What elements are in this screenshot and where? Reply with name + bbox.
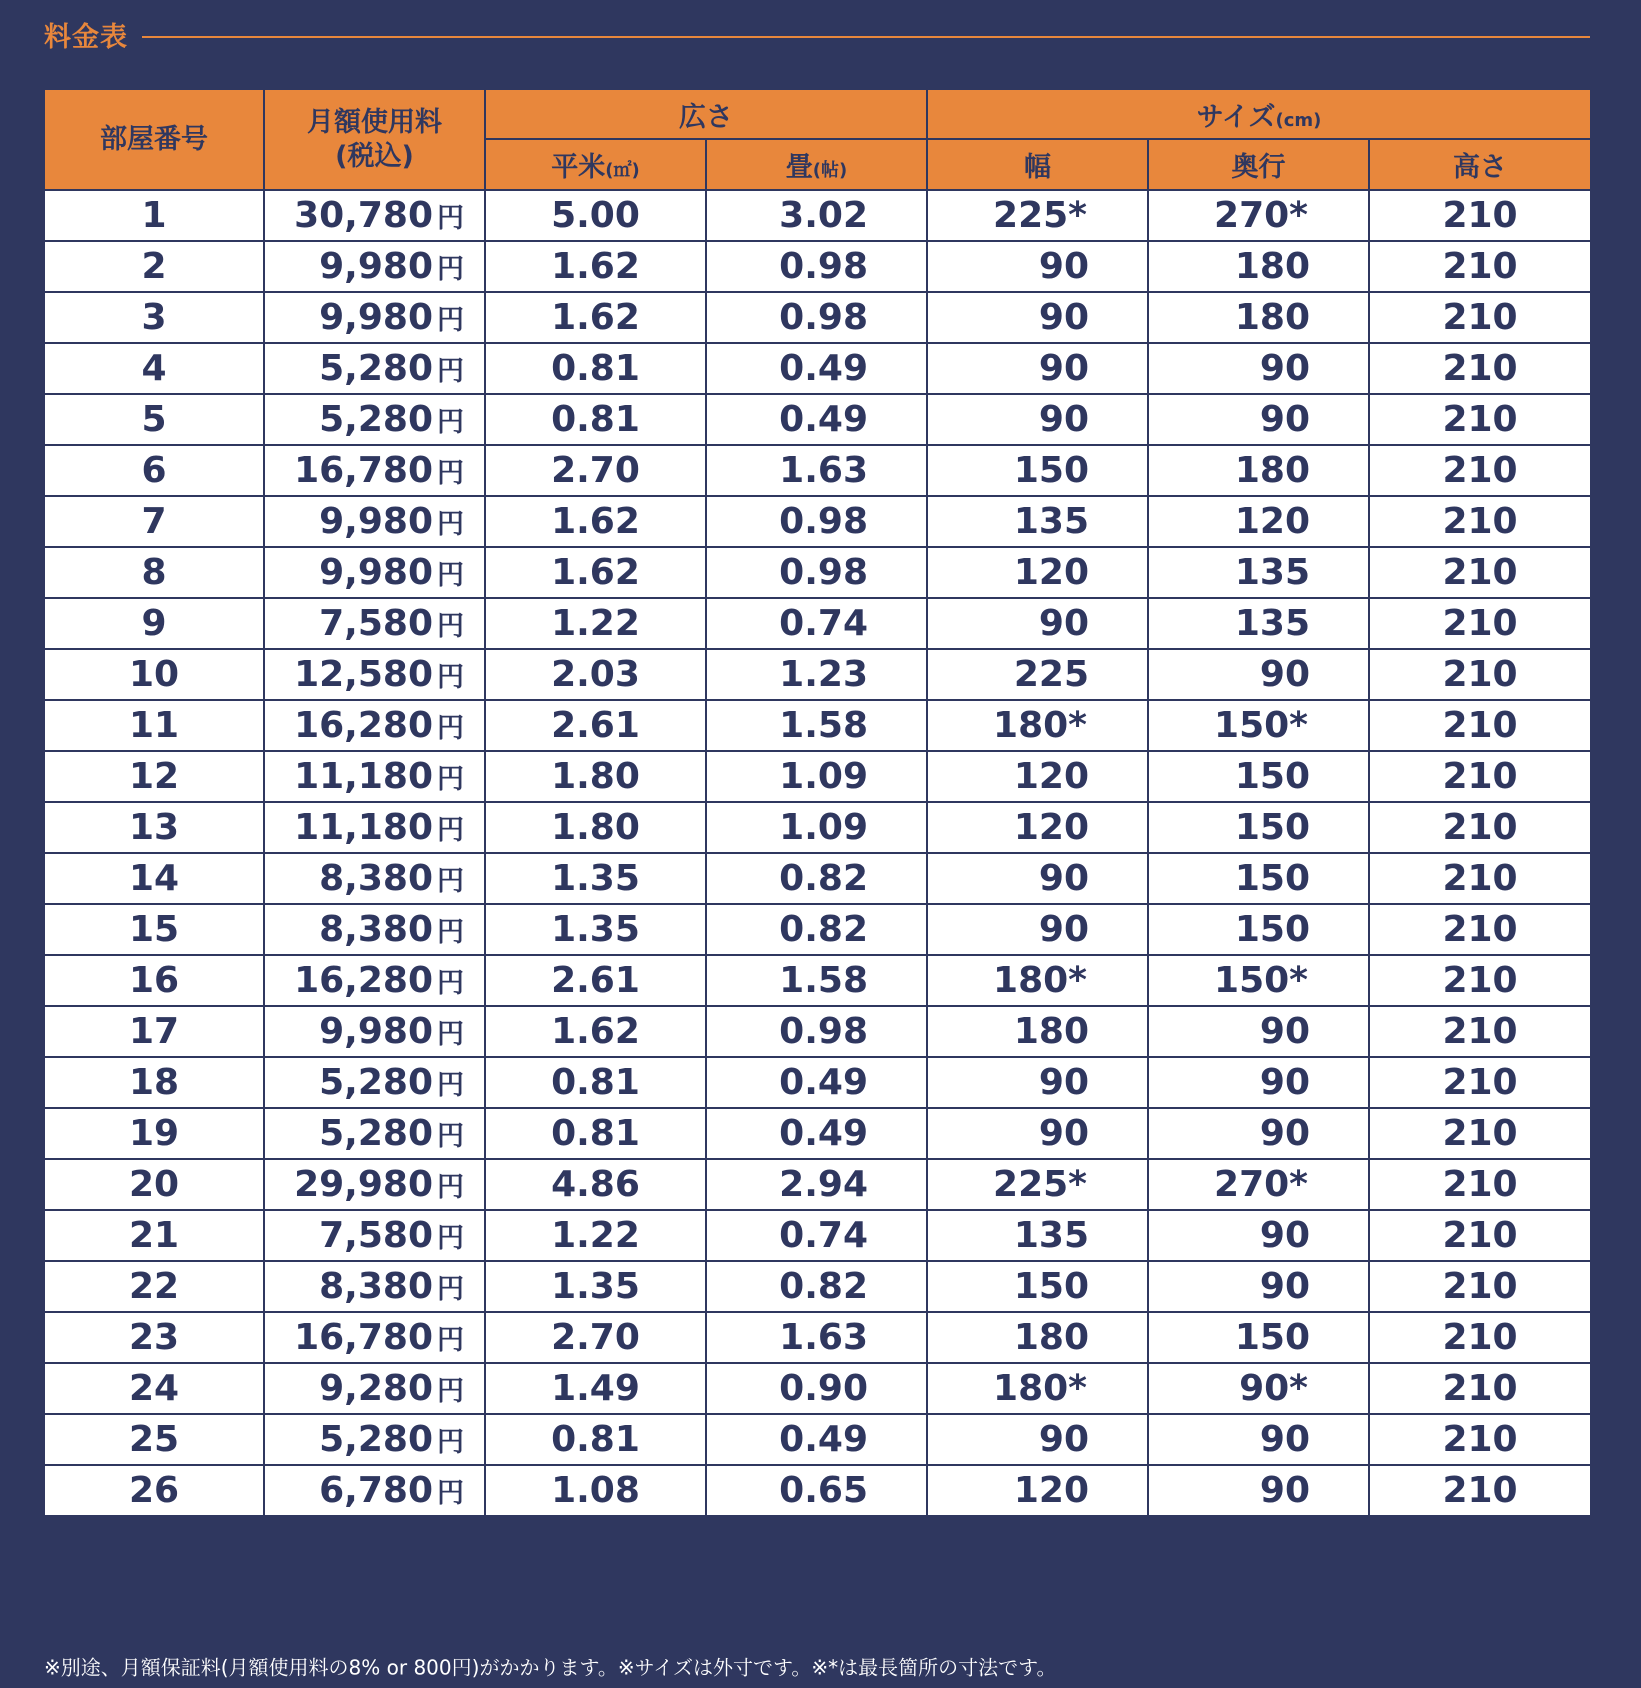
cell-room-no: 5 [44, 394, 264, 445]
cell-fee [264, 751, 485, 802]
cell-fee-value: 16,780 [294, 450, 433, 491]
header-row-top [44, 89, 1591, 139]
cell-height: 210 [1369, 1006, 1591, 1057]
cell-room-no: 19 [44, 1108, 264, 1159]
cell-tatami: 0.98 [706, 292, 927, 343]
cell-fee [264, 292, 485, 343]
table-row [44, 1312, 1591, 1363]
cell-width: 225* [927, 190, 1148, 241]
table-row [44, 649, 1591, 700]
cell-depth: 90 [1148, 1057, 1369, 1108]
header-area: 広さ [485, 89, 927, 139]
header-fee-sub: (税込) [335, 140, 414, 172]
cell-fee-value: 5,280 [319, 348, 433, 389]
cell-sqm: 1.80 [485, 802, 706, 853]
cell-height: 210 [1369, 1210, 1591, 1261]
cell-fee-yen: 円 [437, 917, 464, 948]
table-row [44, 1465, 1591, 1516]
cell-fee [264, 649, 485, 700]
cell-sqm: 1.35 [485, 1261, 706, 1312]
table-row [44, 1057, 1591, 1108]
cell-fee-yen: 円 [437, 815, 464, 846]
table-row [44, 190, 1591, 241]
header-tatami-unit: (帖) [812, 160, 848, 181]
cell-fee-yen: 円 [437, 1223, 464, 1254]
cell-fee-value: 8,380 [319, 858, 433, 899]
cell-sqm: 1.22 [485, 598, 706, 649]
cell-room-no: 23 [44, 1312, 264, 1363]
cell-sqm: 2.70 [485, 445, 706, 496]
header-size-label: サイズ [1196, 101, 1276, 133]
header-fee [264, 89, 485, 190]
table-row [44, 445, 1591, 496]
cell-height: 210 [1369, 496, 1591, 547]
cell-fee [264, 853, 485, 904]
cell-tatami: 1.09 [706, 802, 927, 853]
cell-depth: 90 [1148, 394, 1369, 445]
cell-width: 225* [927, 1159, 1148, 1210]
cell-fee [264, 1006, 485, 1057]
header-size-unit: (cm) [1275, 109, 1322, 131]
cell-fee [264, 1159, 485, 1210]
cell-sqm: 0.81 [485, 1414, 706, 1465]
cell-sqm: 1.62 [485, 496, 706, 547]
cell-fee [264, 496, 485, 547]
cell-tatami: 0.98 [706, 547, 927, 598]
cell-height: 210 [1369, 445, 1591, 496]
header-depth: 奥行 [1148, 139, 1369, 190]
cell-depth: 90 [1148, 1108, 1369, 1159]
title-divider [142, 36, 1590, 38]
cell-height: 210 [1369, 1414, 1591, 1465]
cell-room-no: 3 [44, 292, 264, 343]
cell-width: 90 [927, 292, 1148, 343]
cell-fee-value: 12,580 [294, 654, 433, 695]
cell-width: 90 [927, 904, 1148, 955]
cell-fee-value: 11,180 [294, 807, 433, 848]
cell-fee-value: 11,180 [294, 756, 433, 797]
cell-width: 90 [927, 1057, 1148, 1108]
cell-fee-yen: 円 [437, 305, 464, 336]
cell-fee-yen: 円 [437, 662, 464, 693]
cell-height: 210 [1369, 955, 1591, 1006]
cell-fee-yen: 円 [437, 1376, 464, 1407]
cell-tatami: 1.23 [706, 649, 927, 700]
cell-room-no: 18 [44, 1057, 264, 1108]
table-row [44, 853, 1591, 904]
table-header [44, 89, 1591, 190]
cell-room-no: 25 [44, 1414, 264, 1465]
cell-fee [264, 190, 485, 241]
cell-sqm: 4.86 [485, 1159, 706, 1210]
cell-tatami: 2.94 [706, 1159, 927, 1210]
cell-fee-value: 9,980 [319, 501, 433, 542]
cell-height: 210 [1369, 292, 1591, 343]
cell-width: 120 [927, 547, 1148, 598]
cell-fee [264, 598, 485, 649]
cell-fee-yen: 円 [437, 968, 464, 999]
cell-width: 120 [927, 751, 1148, 802]
cell-depth: 180 [1148, 445, 1369, 496]
cell-room-no: 22 [44, 1261, 264, 1312]
table-body [44, 190, 1591, 1516]
table-row [44, 343, 1591, 394]
cell-fee-value: 9,980 [319, 552, 433, 593]
cell-depth: 90 [1148, 343, 1369, 394]
cell-width: 90 [927, 343, 1148, 394]
table-row [44, 496, 1591, 547]
cell-width: 120 [927, 1465, 1148, 1516]
cell-room-no: 26 [44, 1465, 264, 1516]
footnote: ※別途、月額保証料(月額使用料の8% or 800円)がかかります。※サイズは外寸です。※*は最長箇所の寸法です。 [44, 1655, 1057, 1680]
cell-depth: 150 [1148, 853, 1369, 904]
header-sqm [485, 139, 706, 190]
cell-room-no: 8 [44, 547, 264, 598]
cell-width: 225 [927, 649, 1148, 700]
cell-fee-yen: 円 [437, 1274, 464, 1305]
cell-fee [264, 1465, 485, 1516]
cell-depth: 270* [1148, 190, 1369, 241]
cell-depth: 150 [1148, 904, 1369, 955]
cell-room-no: 4 [44, 343, 264, 394]
cell-tatami: 0.49 [706, 1108, 927, 1159]
cell-room-no: 21 [44, 1210, 264, 1261]
cell-tatami: 0.49 [706, 343, 927, 394]
header-tatami-label: 畳 [785, 152, 813, 183]
cell-sqm: 0.81 [485, 1057, 706, 1108]
page-title: 料金表 [44, 21, 128, 53]
cell-fee [264, 547, 485, 598]
cell-depth: 150 [1148, 802, 1369, 853]
cell-height: 210 [1369, 1465, 1591, 1516]
cell-width: 135 [927, 1210, 1148, 1261]
cell-room-no: 24 [44, 1363, 264, 1414]
cell-fee-yen: 円 [437, 1121, 464, 1152]
cell-sqm: 2.61 [485, 955, 706, 1006]
cell-height: 210 [1369, 241, 1591, 292]
cell-sqm: 1.49 [485, 1363, 706, 1414]
cell-height: 210 [1369, 853, 1591, 904]
cell-height: 210 [1369, 1159, 1591, 1210]
cell-fee [264, 445, 485, 496]
cell-fee-yen: 円 [437, 458, 464, 489]
cell-sqm: 1.22 [485, 1210, 706, 1261]
cell-fee-value: 29,980 [294, 1164, 433, 1205]
table-row [44, 241, 1591, 292]
table-row [44, 904, 1591, 955]
table-row [44, 1261, 1591, 1312]
cell-fee-yen: 円 [437, 1325, 464, 1356]
table-row [44, 1414, 1591, 1465]
cell-fee [264, 1210, 485, 1261]
cell-sqm: 2.70 [485, 1312, 706, 1363]
cell-depth: 90 [1148, 1006, 1369, 1057]
table-row [44, 1006, 1591, 1057]
cell-fee-yen: 円 [437, 1478, 464, 1509]
cell-sqm: 1.35 [485, 853, 706, 904]
cell-depth: 90 [1148, 1414, 1369, 1465]
cell-fee [264, 1312, 485, 1363]
cell-tatami: 0.65 [706, 1465, 927, 1516]
cell-width: 135 [927, 496, 1148, 547]
cell-room-no: 6 [44, 445, 264, 496]
cell-height: 210 [1369, 904, 1591, 955]
price-table [43, 88, 1592, 1517]
cell-fee-value: 5,280 [319, 1113, 433, 1154]
cell-depth: 90 [1148, 1261, 1369, 1312]
cell-room-no: 2 [44, 241, 264, 292]
cell-fee-value: 9,980 [319, 1011, 433, 1052]
cell-fee-yen: 円 [437, 866, 464, 897]
cell-width: 180 [927, 1312, 1148, 1363]
cell-sqm: 1.62 [485, 547, 706, 598]
cell-sqm: 1.08 [485, 1465, 706, 1516]
cell-height: 210 [1369, 343, 1591, 394]
cell-height: 210 [1369, 547, 1591, 598]
cell-depth: 270* [1148, 1159, 1369, 1210]
table-row [44, 598, 1591, 649]
cell-tatami: 3.02 [706, 190, 927, 241]
cell-room-no: 9 [44, 598, 264, 649]
cell-room-no: 12 [44, 751, 264, 802]
cell-room-no: 20 [44, 1159, 264, 1210]
cell-depth: 90 [1148, 1465, 1369, 1516]
cell-room-no: 1 [44, 190, 264, 241]
table-row [44, 1108, 1591, 1159]
cell-fee-yen: 円 [437, 1172, 464, 1203]
cell-depth: 120 [1148, 496, 1369, 547]
cell-tatami: 0.90 [706, 1363, 927, 1414]
cell-tatami: 1.63 [706, 445, 927, 496]
cell-depth: 180 [1148, 292, 1369, 343]
cell-width: 90 [927, 1108, 1148, 1159]
cell-width: 90 [927, 853, 1148, 904]
cell-fee-value: 16,780 [294, 1317, 433, 1358]
cell-width: 180 [927, 1006, 1148, 1057]
cell-fee-value: 16,280 [294, 705, 433, 746]
cell-height: 210 [1369, 1363, 1591, 1414]
cell-fee-value: 7,580 [319, 603, 433, 644]
cell-sqm: 1.62 [485, 292, 706, 343]
cell-width: 150 [927, 445, 1148, 496]
cell-tatami: 1.58 [706, 700, 927, 751]
cell-room-no: 14 [44, 853, 264, 904]
cell-fee-yen: 円 [437, 1427, 464, 1458]
cell-fee-value: 9,280 [319, 1368, 433, 1409]
cell-height: 210 [1369, 1057, 1591, 1108]
cell-fee [264, 700, 485, 751]
cell-width: 180* [927, 700, 1148, 751]
table-row [44, 547, 1591, 598]
cell-fee-value: 16,280 [294, 960, 433, 1001]
header-tatami [706, 139, 927, 190]
cell-width: 150 [927, 1261, 1148, 1312]
cell-fee-value: 6,780 [319, 1470, 433, 1511]
table-row [44, 394, 1591, 445]
cell-depth: 135 [1148, 598, 1369, 649]
cell-fee-yen: 円 [437, 356, 464, 387]
cell-fee [264, 241, 485, 292]
header-fee-label: 月額使用料 [307, 106, 442, 138]
table-row [44, 802, 1591, 853]
cell-tatami: 1.58 [706, 955, 927, 1006]
table-row [44, 700, 1591, 751]
cell-depth: 150 [1148, 751, 1369, 802]
cell-tatami: 0.49 [706, 394, 927, 445]
cell-tatami: 0.49 [706, 1414, 927, 1465]
cell-depth: 135 [1148, 547, 1369, 598]
cell-tatami: 0.98 [706, 241, 927, 292]
cell-height: 210 [1369, 1312, 1591, 1363]
cell-sqm: 0.81 [485, 343, 706, 394]
cell-fee-value: 8,380 [319, 909, 433, 950]
cell-tatami: 0.82 [706, 1261, 927, 1312]
cell-depth: 180 [1148, 241, 1369, 292]
cell-fee [264, 1363, 485, 1414]
cell-fee-value: 9,980 [319, 297, 433, 338]
page-header [44, 14, 1590, 54]
cell-fee [264, 394, 485, 445]
header-width: 幅 [927, 139, 1148, 190]
cell-sqm: 1.62 [485, 241, 706, 292]
cell-height: 210 [1369, 394, 1591, 445]
header-height: 高さ [1369, 139, 1591, 190]
cell-room-no: 11 [44, 700, 264, 751]
cell-depth: 150* [1148, 955, 1369, 1006]
cell-height: 210 [1369, 751, 1591, 802]
cell-height: 210 [1369, 802, 1591, 853]
cell-fee [264, 802, 485, 853]
table-row [44, 1363, 1591, 1414]
table-row [44, 292, 1591, 343]
cell-fee-yen: 円 [437, 713, 464, 744]
cell-width: 90 [927, 598, 1148, 649]
cell-tatami: 0.49 [706, 1057, 927, 1108]
header-sqm-unit: (㎡) [605, 160, 640, 181]
cell-sqm: 1.80 [485, 751, 706, 802]
cell-fee-yen: 円 [437, 509, 464, 540]
cell-width: 180* [927, 955, 1148, 1006]
cell-room-no: 17 [44, 1006, 264, 1057]
table-row [44, 1159, 1591, 1210]
cell-depth: 90* [1148, 1363, 1369, 1414]
cell-tatami: 1.63 [706, 1312, 927, 1363]
header-size [927, 89, 1591, 139]
cell-fee [264, 1414, 485, 1465]
cell-depth: 150* [1148, 700, 1369, 751]
cell-tatami: 0.74 [706, 1210, 927, 1261]
cell-sqm: 1.62 [485, 1006, 706, 1057]
cell-room-no: 7 [44, 496, 264, 547]
cell-room-no: 10 [44, 649, 264, 700]
cell-tatami: 0.82 [706, 904, 927, 955]
cell-fee-yen: 円 [437, 764, 464, 795]
cell-height: 210 [1369, 190, 1591, 241]
cell-room-no: 15 [44, 904, 264, 955]
cell-width: 90 [927, 1414, 1148, 1465]
cell-height: 210 [1369, 598, 1591, 649]
cell-fee [264, 1108, 485, 1159]
cell-width: 90 [927, 394, 1148, 445]
cell-depth: 90 [1148, 649, 1369, 700]
header-sqm-label: 平米 [551, 152, 606, 183]
cell-fee-value: 8,380 [319, 1266, 433, 1307]
table-row [44, 751, 1591, 802]
cell-tatami: 0.98 [706, 1006, 927, 1057]
cell-fee [264, 1261, 485, 1312]
cell-fee [264, 955, 485, 1006]
cell-sqm: 5.00 [485, 190, 706, 241]
cell-tatami: 0.98 [706, 496, 927, 547]
cell-fee-value: 7,580 [319, 1215, 433, 1256]
cell-height: 210 [1369, 700, 1591, 751]
cell-height: 210 [1369, 649, 1591, 700]
cell-fee [264, 904, 485, 955]
cell-room-no: 13 [44, 802, 264, 853]
cell-sqm: 2.03 [485, 649, 706, 700]
cell-tatami: 0.74 [706, 598, 927, 649]
cell-fee-yen: 円 [437, 1070, 464, 1101]
cell-depth: 90 [1148, 1210, 1369, 1261]
cell-fee-yen: 円 [437, 254, 464, 285]
cell-depth: 150 [1148, 1312, 1369, 1363]
cell-fee-value: 9,980 [319, 246, 433, 287]
cell-height: 210 [1369, 1108, 1591, 1159]
cell-fee-value: 5,280 [319, 399, 433, 440]
cell-width: 120 [927, 802, 1148, 853]
cell-fee-value: 5,280 [319, 1419, 433, 1460]
cell-fee-value: 30,780 [294, 195, 433, 236]
cell-width: 180* [927, 1363, 1148, 1414]
cell-sqm: 0.81 [485, 1108, 706, 1159]
cell-tatami: 1.09 [706, 751, 927, 802]
cell-width: 90 [927, 241, 1148, 292]
cell-fee-yen: 円 [437, 407, 464, 438]
cell-fee [264, 343, 485, 394]
cell-room-no: 16 [44, 955, 264, 1006]
cell-height: 210 [1369, 1261, 1591, 1312]
cell-fee-yen: 円 [437, 611, 464, 642]
cell-fee-yen: 円 [437, 203, 464, 234]
header-room-no: 部屋番号 [44, 89, 264, 190]
cell-fee-value: 5,280 [319, 1062, 433, 1103]
cell-fee [264, 1057, 485, 1108]
cell-sqm: 0.81 [485, 394, 706, 445]
table-row [44, 1210, 1591, 1261]
cell-fee-yen: 円 [437, 560, 464, 591]
cell-tatami: 0.82 [706, 853, 927, 904]
cell-sqm: 1.35 [485, 904, 706, 955]
table-row [44, 955, 1591, 1006]
cell-sqm: 2.61 [485, 700, 706, 751]
cell-fee-yen: 円 [437, 1019, 464, 1050]
